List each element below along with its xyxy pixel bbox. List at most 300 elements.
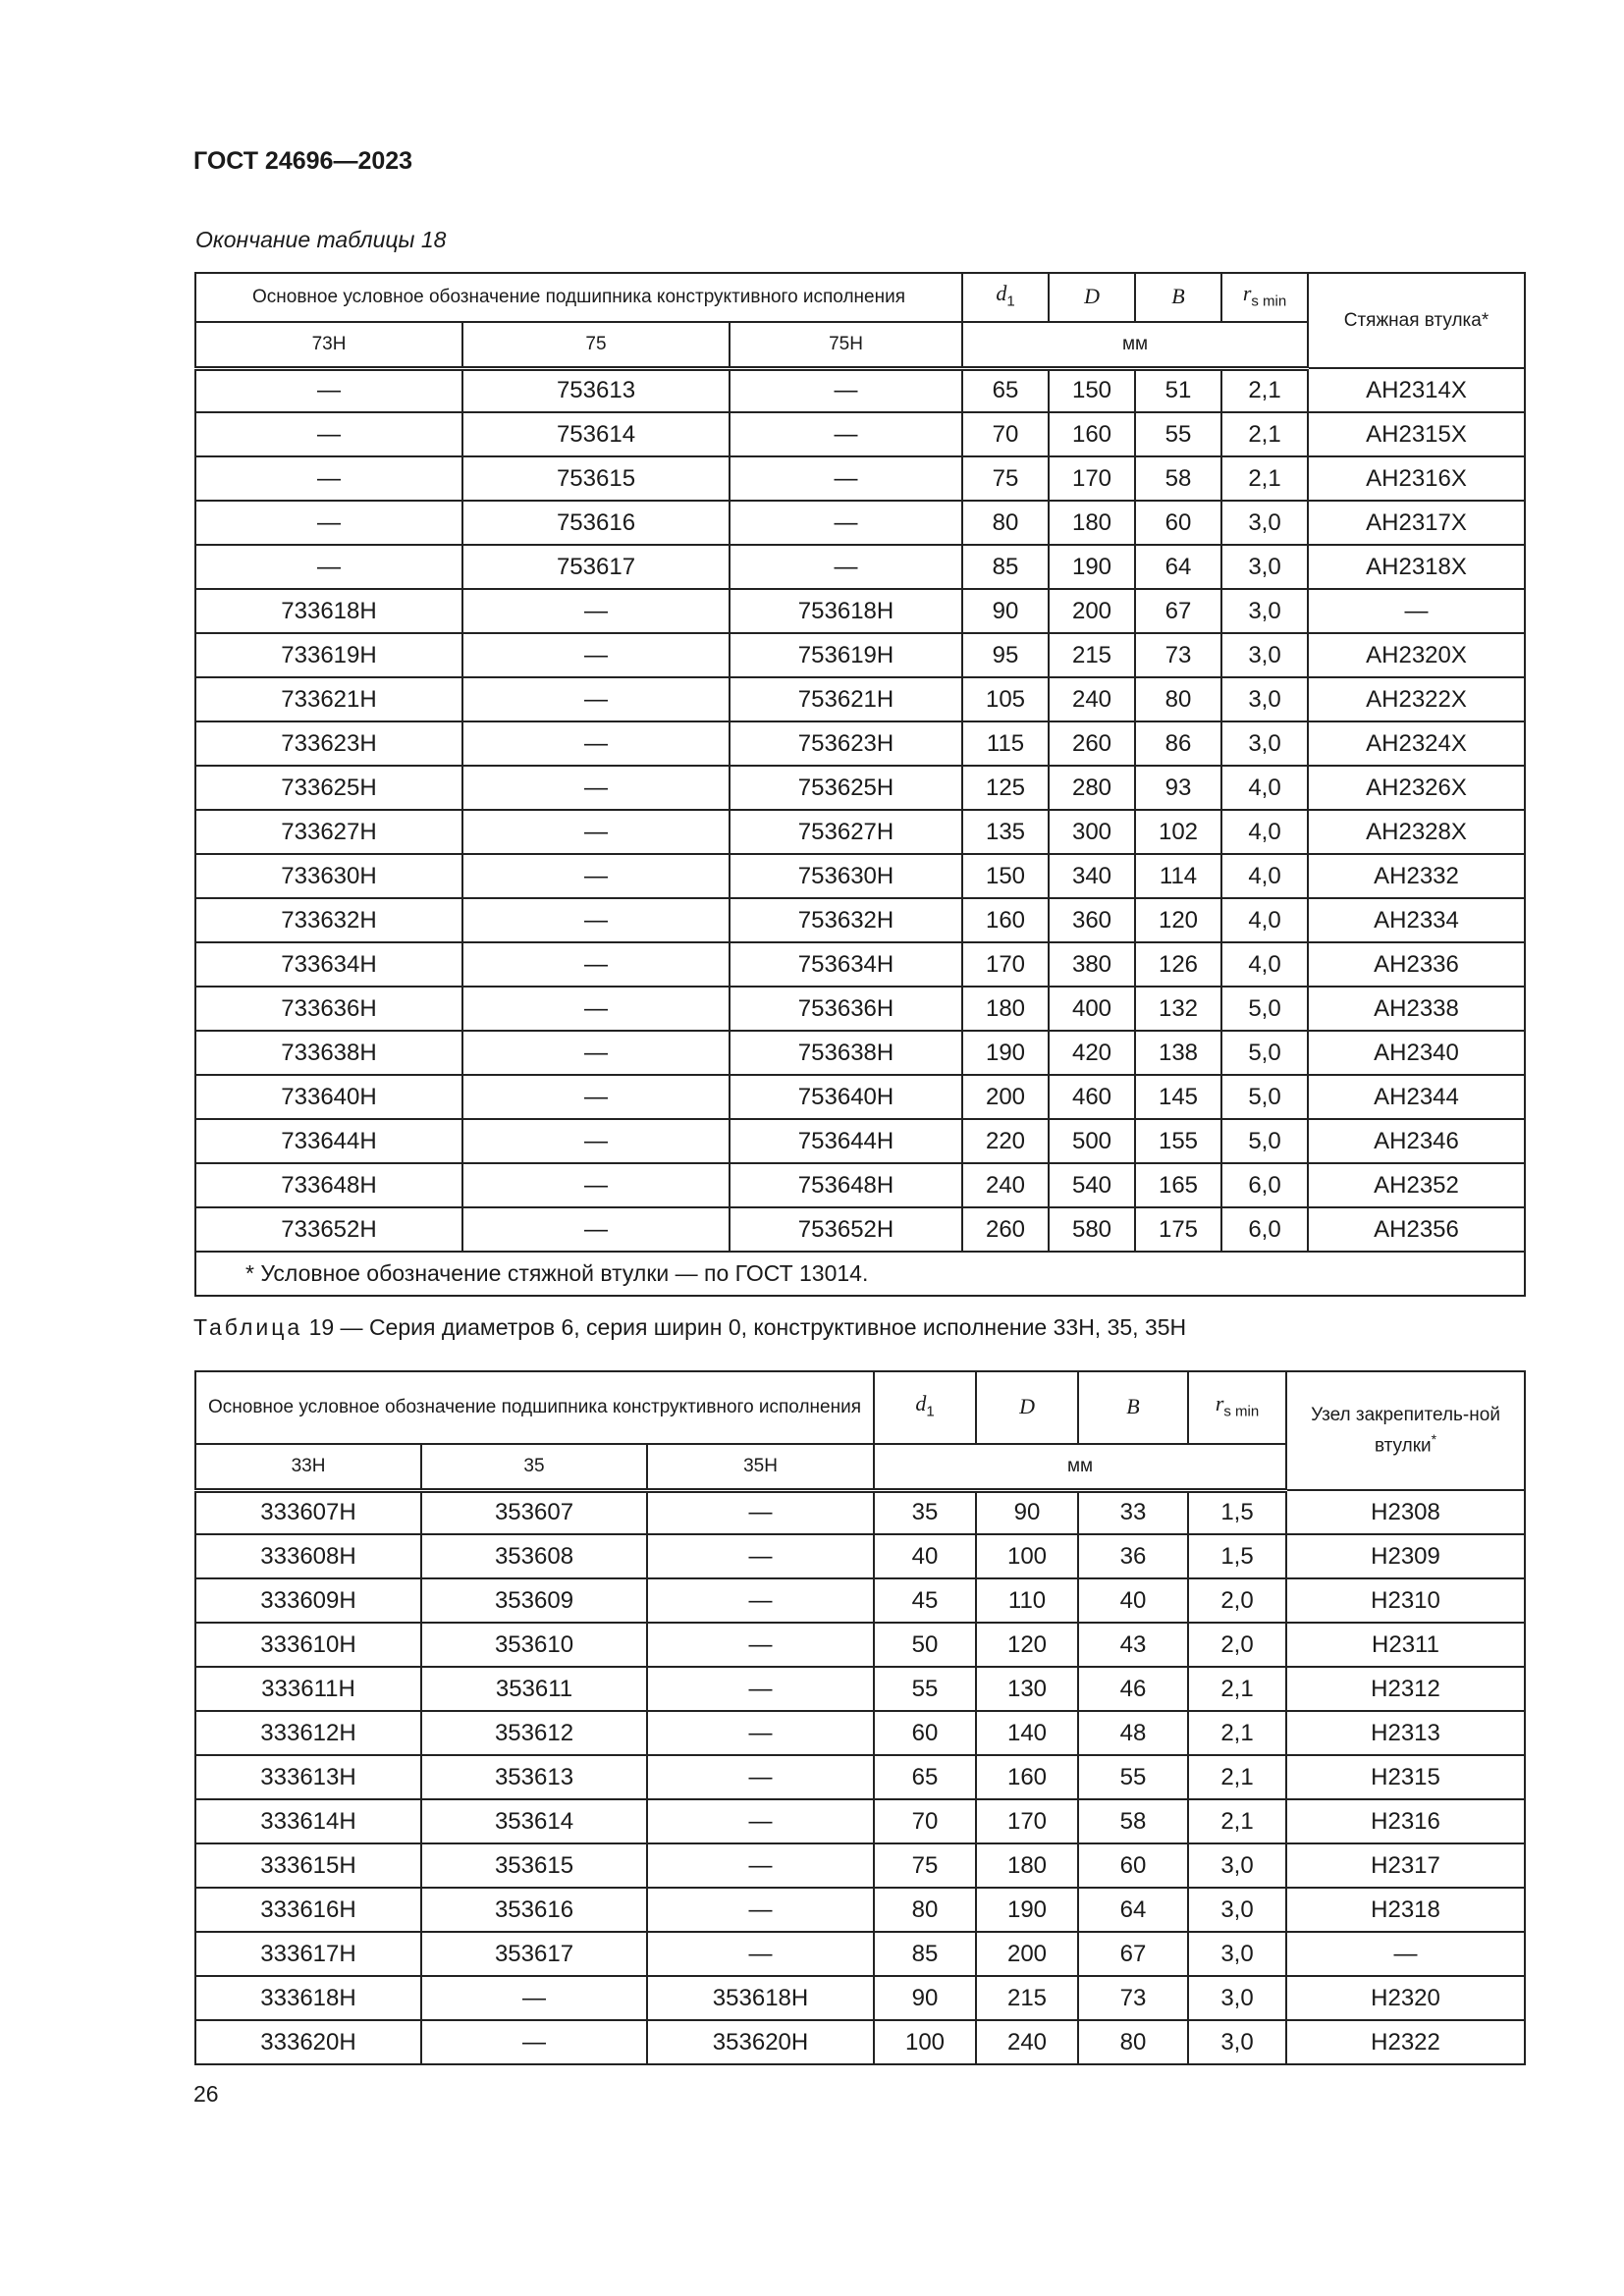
- table-row: [195, 2020, 1525, 2064]
- table-cell: 85: [962, 545, 1049, 589]
- table-cell: 75: [962, 456, 1049, 501]
- table-cell: 160: [962, 898, 1049, 942]
- table-cell: 733627Н: [195, 810, 462, 854]
- table-cell: 333608Н: [195, 1534, 421, 1578]
- table-cell: 132: [1135, 987, 1221, 1031]
- table-row: [195, 1534, 1525, 1578]
- table-cell: Н2315: [1286, 1755, 1525, 1799]
- table-cell: 353608: [421, 1534, 647, 1578]
- table-cell: АН2346: [1308, 1119, 1525, 1163]
- table-cell: —: [647, 1888, 874, 1932]
- table-cell: 64: [1135, 545, 1221, 589]
- table-cell: 40: [874, 1534, 976, 1578]
- table-cell: 240: [1049, 677, 1135, 721]
- table-cell: 126: [1135, 942, 1221, 987]
- table-cell: 55: [1078, 1755, 1188, 1799]
- table-cell: 60: [1078, 1843, 1188, 1888]
- table-cell: 260: [1049, 721, 1135, 766]
- table-18-caption: Окончание таблицы 18: [195, 227, 447, 252]
- table-cell: 90: [976, 1490, 1078, 1534]
- table-cell: 2,1: [1221, 412, 1308, 456]
- table-cell: 5,0: [1221, 1031, 1308, 1075]
- table-cell: 110: [976, 1578, 1078, 1623]
- table-cell: 65: [874, 1755, 976, 1799]
- table-cell: АН2314Х: [1308, 368, 1525, 412]
- table-cell: 353615: [421, 1843, 647, 1888]
- table-19-subcol: 33Н: [195, 1444, 421, 1490]
- table-cell: 43: [1078, 1623, 1188, 1667]
- table-cell: —: [647, 1534, 874, 1578]
- page-number: 26: [193, 2081, 219, 2107]
- table-cell: АН2315Х: [1308, 412, 1525, 456]
- table-19-col-r: $r_{s min}$: [1188, 1371, 1286, 1444]
- table-cell: 220: [962, 1119, 1049, 1163]
- table-cell: 190: [976, 1888, 1078, 1932]
- table-row: [195, 942, 1525, 987]
- table-cell: 64: [1078, 1888, 1188, 1932]
- table-cell: 753613: [462, 368, 730, 412]
- table-cell: 333615Н: [195, 1843, 421, 1888]
- table-cell: 125: [962, 766, 1049, 810]
- table-cell: 145: [1135, 1075, 1221, 1119]
- table-cell: —: [647, 1578, 874, 1623]
- table-cell: Н2317: [1286, 1843, 1525, 1888]
- table-cell: 753621Н: [730, 677, 962, 721]
- table-cell: —: [462, 1075, 730, 1119]
- table-cell: 5,0: [1221, 1075, 1308, 1119]
- table-cell: 100: [874, 2020, 976, 2064]
- table-cell: 4,0: [1221, 942, 1308, 987]
- table-cell: 353611: [421, 1667, 647, 1711]
- table-cell: 240: [962, 1163, 1049, 1207]
- table-cell: —: [730, 545, 962, 589]
- table-cell: 333618Н: [195, 1976, 421, 2020]
- table-row: [195, 501, 1525, 545]
- table-cell: 353616: [421, 1888, 647, 1932]
- table-cell: 733634Н: [195, 942, 462, 987]
- table-footnote-row: [195, 1252, 1525, 1296]
- table-row: [195, 1075, 1525, 1119]
- table-cell: 360: [1049, 898, 1135, 942]
- table-cell: —: [462, 1031, 730, 1075]
- table-18-footnote: * Условное обозначение стяжной втулки — по ГОСТ 13014.: [195, 1252, 1525, 1296]
- table-cell: —: [421, 2020, 647, 2064]
- table-cell: 420: [1049, 1031, 1135, 1075]
- table-cell: Н2316: [1286, 1799, 1525, 1843]
- table-cell: 50: [874, 1623, 976, 1667]
- table-cell: —: [195, 412, 462, 456]
- table-cell: 200: [1049, 589, 1135, 633]
- table-cell: 733644Н: [195, 1119, 462, 1163]
- table-cell: 753652Н: [730, 1207, 962, 1252]
- table-19-subcol: 35: [421, 1444, 647, 1490]
- table-cell: 46: [1078, 1667, 1188, 1711]
- table-cell: 60: [1135, 501, 1221, 545]
- table-cell: —: [647, 1755, 874, 1799]
- table-row: [195, 1163, 1525, 1207]
- table-cell: 190: [962, 1031, 1049, 1075]
- table-cell: АН2338: [1308, 987, 1525, 1031]
- table-cell: 380: [1049, 942, 1135, 987]
- table-row: [195, 633, 1525, 677]
- table-row: [195, 677, 1525, 721]
- table-cell: 733638Н: [195, 1031, 462, 1075]
- table-cell: 70: [962, 412, 1049, 456]
- table-row: [195, 810, 1525, 854]
- table-cell: 70: [874, 1799, 976, 1843]
- table-19-unit: мм: [874, 1444, 1286, 1490]
- table-row: [195, 898, 1525, 942]
- table-cell: 753625Н: [730, 766, 962, 810]
- table-cell: —: [462, 942, 730, 987]
- table-cell: Н2311: [1286, 1623, 1525, 1667]
- table-cell: Н2308: [1286, 1490, 1525, 1534]
- table-19-group-header: Основное условное обозначение подшипника конструктивного исполнения: [195, 1371, 874, 1444]
- table-cell: —: [195, 545, 462, 589]
- table-cell: —: [462, 1119, 730, 1163]
- table-cell: 170: [976, 1799, 1078, 1843]
- table-cell: 170: [1049, 456, 1135, 501]
- table-cell: 353612: [421, 1711, 647, 1755]
- table-row: [195, 721, 1525, 766]
- table-cell: 353620Н: [647, 2020, 874, 2064]
- table-cell: 733636Н: [195, 987, 462, 1031]
- table-cell: 114: [1135, 854, 1221, 898]
- table-cell: 60: [874, 1711, 976, 1755]
- table-cell: 3,0: [1221, 633, 1308, 677]
- table-19-col-D: D: [976, 1371, 1078, 1444]
- table-cell: 540: [1049, 1163, 1135, 1207]
- table-cell: 80: [874, 1888, 976, 1932]
- table-row: [195, 854, 1525, 898]
- table-cell: 4,0: [1221, 898, 1308, 942]
- table-cell: 353617: [421, 1932, 647, 1976]
- table-cell: 753632Н: [730, 898, 962, 942]
- table-cell: АН2336: [1308, 942, 1525, 987]
- table-cell: 300: [1049, 810, 1135, 854]
- table-cell: 753616: [462, 501, 730, 545]
- table-cell: АН2334: [1308, 898, 1525, 942]
- table-cell: 80: [1078, 2020, 1188, 2064]
- table-cell: 753648Н: [730, 1163, 962, 1207]
- table-cell: —: [462, 898, 730, 942]
- table-cell: —: [647, 1932, 874, 1976]
- table-cell: 102: [1135, 810, 1221, 854]
- table-cell: АН2316Х: [1308, 456, 1525, 501]
- table-cell: 333610Н: [195, 1623, 421, 1667]
- table-cell: 353607: [421, 1490, 647, 1534]
- table-cell: 753640Н: [730, 1075, 962, 1119]
- table-cell: 75: [874, 1843, 976, 1888]
- table-cell: 45: [874, 1578, 976, 1623]
- table-cell: 753634Н: [730, 942, 962, 987]
- table-18: [194, 272, 1526, 1297]
- table-cell: —: [195, 501, 462, 545]
- table-cell: —: [462, 633, 730, 677]
- table-cell: 180: [962, 987, 1049, 1031]
- table-cell: 353613: [421, 1755, 647, 1799]
- table-cell: 120: [1135, 898, 1221, 942]
- table-cell: 90: [874, 1976, 976, 2020]
- table-18-group-header: Основное условное обозначение подшипника конструктивного исполнения: [195, 273, 962, 322]
- table-cell: 733619Н: [195, 633, 462, 677]
- table-row: [195, 1888, 1525, 1932]
- table-cell: АН2344: [1308, 1075, 1525, 1119]
- table-cell: 3,0: [1221, 677, 1308, 721]
- table-cell: 753615: [462, 456, 730, 501]
- table-cell: 5,0: [1221, 987, 1308, 1031]
- table-cell: 3,0: [1221, 501, 1308, 545]
- table-cell: —: [462, 766, 730, 810]
- table-cell: 55: [874, 1667, 976, 1711]
- table-cell: —: [647, 1799, 874, 1843]
- table-cell: Н2318: [1286, 1888, 1525, 1932]
- table-cell: 333620Н: [195, 2020, 421, 2064]
- table-cell: 130: [976, 1667, 1078, 1711]
- table-18-col-B: B: [1135, 273, 1221, 322]
- table-row: [195, 412, 1525, 456]
- table-19: [194, 1370, 1526, 2065]
- table-cell: 150: [962, 854, 1049, 898]
- table-cell: 753618Н: [730, 589, 962, 633]
- table-row: [195, 1843, 1525, 1888]
- table-cell: —: [462, 721, 730, 766]
- table-cell: 3,0: [1221, 721, 1308, 766]
- table-row: [195, 1623, 1525, 1667]
- table-cell: 86: [1135, 721, 1221, 766]
- table-cell: 733632Н: [195, 898, 462, 942]
- table-cell: 150: [1049, 368, 1135, 412]
- table-cell: 155: [1135, 1119, 1221, 1163]
- table-19-col-sleeve: Узел закрепитель-ной втулки*: [1286, 1371, 1525, 1490]
- table-cell: 753623Н: [730, 721, 962, 766]
- table-cell: 51: [1135, 368, 1221, 412]
- table-cell: 138: [1135, 1031, 1221, 1075]
- table-cell: 3,0: [1188, 1843, 1286, 1888]
- table-cell: —: [195, 456, 462, 501]
- table-cell: 1,5: [1188, 1490, 1286, 1534]
- table-cell: АН2320Х: [1308, 633, 1525, 677]
- table-cell: 753636Н: [730, 987, 962, 1031]
- table-cell: АН2340: [1308, 1031, 1525, 1075]
- table-cell: 733621Н: [195, 677, 462, 721]
- table-18-subcol: 73Н: [195, 322, 462, 368]
- table-18-subcol: 75: [462, 322, 730, 368]
- table-cell: 753630Н: [730, 854, 962, 898]
- table-row: [195, 1578, 1525, 1623]
- table-cell: 200: [976, 1932, 1078, 1976]
- table-cell: 105: [962, 677, 1049, 721]
- table-cell: 340: [1049, 854, 1135, 898]
- table-cell: 260: [962, 1207, 1049, 1252]
- table-cell: 353609: [421, 1578, 647, 1623]
- table-cell: 333607Н: [195, 1490, 421, 1534]
- table-cell: Н2309: [1286, 1534, 1525, 1578]
- table-cell: 5,0: [1221, 1119, 1308, 1163]
- table-cell: 353614: [421, 1799, 647, 1843]
- table-cell: 3,0: [1188, 1888, 1286, 1932]
- table-row: [195, 1976, 1525, 2020]
- table-cell: 3,0: [1221, 589, 1308, 633]
- table-row: [195, 1667, 1525, 1711]
- table-cell: 280: [1049, 766, 1135, 810]
- table-cell: —: [730, 412, 962, 456]
- table-cell: 753614: [462, 412, 730, 456]
- table-cell: 333617Н: [195, 1932, 421, 1976]
- table-row: [195, 1711, 1525, 1755]
- table-cell: 753617: [462, 545, 730, 589]
- table-cell: 58: [1078, 1799, 1188, 1843]
- table-cell: 93: [1135, 766, 1221, 810]
- table-cell: —: [462, 589, 730, 633]
- table-row: [195, 1755, 1525, 1799]
- table-18-col-r: $r_{s min}$: [1221, 273, 1308, 322]
- table-cell: —: [647, 1623, 874, 1667]
- table-cell: 4,0: [1221, 854, 1308, 898]
- table-row: [195, 589, 1525, 633]
- table-cell: 2,1: [1221, 456, 1308, 501]
- table-cell: 90: [962, 589, 1049, 633]
- table-row: [195, 456, 1525, 501]
- table-cell: 120: [976, 1623, 1078, 1667]
- table-19-col-d1: $d_1$: [874, 1371, 976, 1444]
- table-row: [195, 1031, 1525, 1075]
- table-cell: 460: [1049, 1075, 1135, 1119]
- table-cell: 48: [1078, 1711, 1188, 1755]
- table-cell: Н2312: [1286, 1667, 1525, 1711]
- table-cell: —: [647, 1490, 874, 1534]
- table-cell: АН2356: [1308, 1207, 1525, 1252]
- table-cell: 73: [1135, 633, 1221, 677]
- table-18-col-sleeve: Стяжная втулка*: [1308, 273, 1525, 368]
- table-cell: 80: [962, 501, 1049, 545]
- table-cell: АН2324Х: [1308, 721, 1525, 766]
- table-cell: 160: [1049, 412, 1135, 456]
- table-cell: 733618Н: [195, 589, 462, 633]
- table-cell: —: [1308, 589, 1525, 633]
- table-cell: 2,0: [1188, 1623, 1286, 1667]
- table-cell: —: [730, 456, 962, 501]
- table-cell: АН2332: [1308, 854, 1525, 898]
- table-cell: 353610: [421, 1623, 647, 1667]
- table-cell: Н2313: [1286, 1711, 1525, 1755]
- table-19-col-B: B: [1078, 1371, 1188, 1444]
- table-cell: 2,1: [1188, 1667, 1286, 1711]
- table-cell: 733652Н: [195, 1207, 462, 1252]
- table-row: [195, 1932, 1525, 1976]
- table-cell: —: [195, 368, 462, 412]
- table-cell: 1,5: [1188, 1534, 1286, 1578]
- table-cell: 333611Н: [195, 1667, 421, 1711]
- table-cell: 2,1: [1221, 368, 1308, 412]
- table-cell: АН2318Х: [1308, 545, 1525, 589]
- table-cell: —: [462, 677, 730, 721]
- table-row: [195, 1119, 1525, 1163]
- table-cell: 2,1: [1188, 1755, 1286, 1799]
- table-row: [195, 1207, 1525, 1252]
- table-cell: АН2326Х: [1308, 766, 1525, 810]
- table-cell: 165: [1135, 1163, 1221, 1207]
- table-cell: 580: [1049, 1207, 1135, 1252]
- table-cell: —: [462, 854, 730, 898]
- table-cell: —: [421, 1976, 647, 2020]
- table-cell: Н2322: [1286, 2020, 1525, 2064]
- table-cell: 160: [976, 1755, 1078, 1799]
- table-cell: 33: [1078, 1490, 1188, 1534]
- table-cell: 400: [1049, 987, 1135, 1031]
- table-row: [195, 545, 1525, 589]
- table-cell: —: [1286, 1932, 1525, 1976]
- table-cell: 67: [1078, 1932, 1188, 1976]
- table-row: [195, 368, 1525, 412]
- table-cell: —: [462, 1163, 730, 1207]
- table-cell: 3,0: [1188, 2020, 1286, 2064]
- table-cell: 2,1: [1188, 1799, 1286, 1843]
- table-row: [195, 1799, 1525, 1843]
- table-cell: —: [462, 810, 730, 854]
- table-cell: 85: [874, 1932, 976, 1976]
- table-18-col-D: D: [1049, 273, 1135, 322]
- table-cell: 200: [962, 1075, 1049, 1119]
- table-18-col-d1: $d_1$: [962, 273, 1049, 322]
- table-cell: —: [647, 1667, 874, 1711]
- table-cell: 733640Н: [195, 1075, 462, 1119]
- table-cell: 95: [962, 633, 1049, 677]
- table-row: [195, 1490, 1525, 1534]
- table-cell: 240: [976, 2020, 1078, 2064]
- table-18-subcol: 75Н: [730, 322, 962, 368]
- table-cell: 3,0: [1221, 545, 1308, 589]
- table-cell: 65: [962, 368, 1049, 412]
- table-cell: АН2328Х: [1308, 810, 1525, 854]
- table-cell: —: [730, 501, 962, 545]
- document-header: ГОСТ 24696—2023: [193, 147, 413, 175]
- table-cell: Н2320: [1286, 1976, 1525, 2020]
- table-cell: 333613Н: [195, 1755, 421, 1799]
- table-cell: 6,0: [1221, 1163, 1308, 1207]
- table-cell: —: [647, 1711, 874, 1755]
- table-cell: АН2322Х: [1308, 677, 1525, 721]
- table-cell: 3,0: [1188, 1976, 1286, 2020]
- table-cell: 733625Н: [195, 766, 462, 810]
- table-cell: 733648Н: [195, 1163, 462, 1207]
- table-19-title: Таблица 19 — Серия диаметров 6, серия ширин 0, конструктивное исполнение 33Н, 35, 35Н: [193, 1314, 1187, 1340]
- table-cell: 753627Н: [730, 810, 962, 854]
- table-cell: —: [730, 368, 962, 412]
- table-cell: 4,0: [1221, 766, 1308, 810]
- table-cell: 35: [874, 1490, 976, 1534]
- table-cell: 180: [1049, 501, 1135, 545]
- table-cell: 73: [1078, 1976, 1188, 2020]
- table-19-subcol: 35Н: [647, 1444, 874, 1490]
- table-row: [195, 766, 1525, 810]
- table-18-unit: мм: [962, 322, 1308, 368]
- table-cell: 3,0: [1188, 1932, 1286, 1976]
- table-cell: 215: [976, 1976, 1078, 2020]
- table-cell: 100: [976, 1534, 1078, 1578]
- table-cell: Н2310: [1286, 1578, 1525, 1623]
- table-cell: 753644Н: [730, 1119, 962, 1163]
- table-cell: 215: [1049, 633, 1135, 677]
- table-cell: 2,1: [1188, 1711, 1286, 1755]
- table-cell: 67: [1135, 589, 1221, 633]
- table-cell: АН2352: [1308, 1163, 1525, 1207]
- table-cell: АН2317Х: [1308, 501, 1525, 545]
- table-cell: 175: [1135, 1207, 1221, 1252]
- table-cell: 733630Н: [195, 854, 462, 898]
- table-cell: 4,0: [1221, 810, 1308, 854]
- table-cell: —: [462, 1207, 730, 1252]
